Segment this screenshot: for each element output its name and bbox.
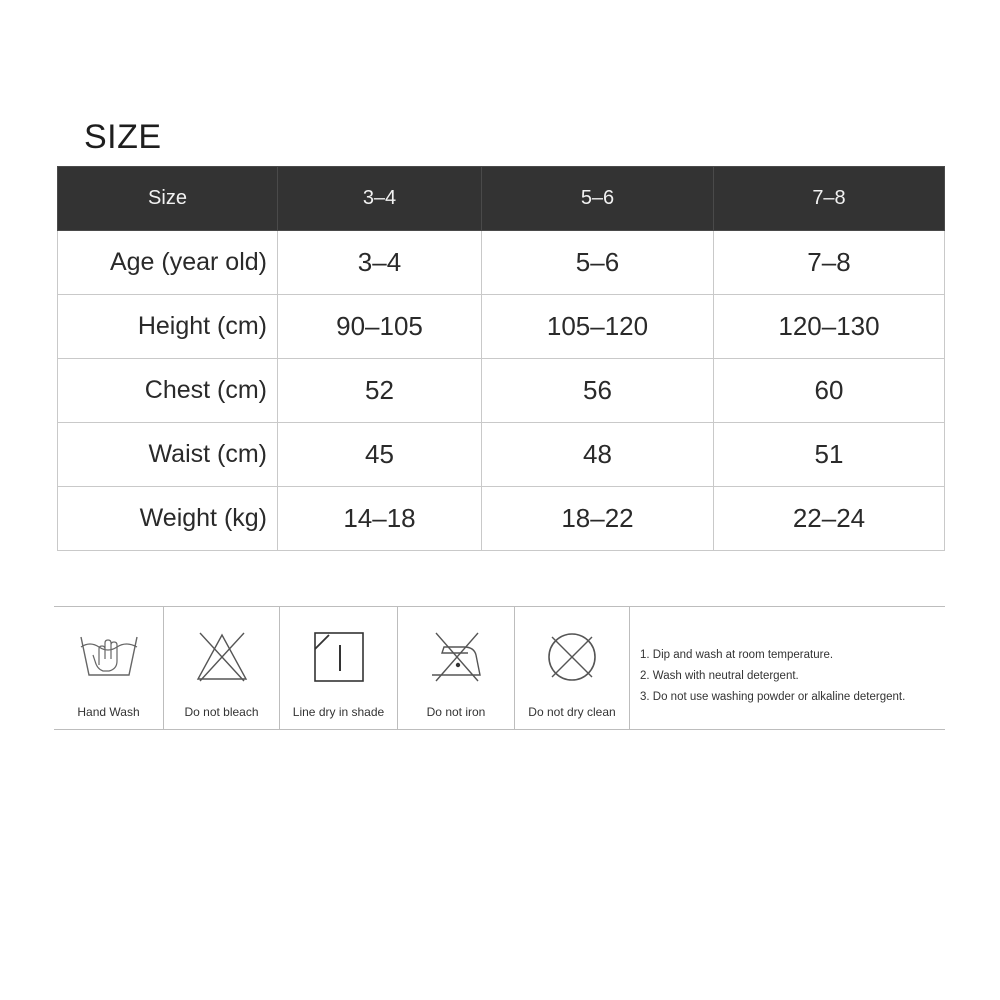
- care-item-line-dry-shade: [280, 607, 398, 729]
- care-label: Line dry in shade: [292, 705, 385, 719]
- table-row: [58, 231, 945, 295]
- care-item-no-iron: [398, 607, 515, 729]
- care-label: Do not dry clean: [528, 705, 616, 719]
- row-label: Waist (cm): [58, 423, 278, 487]
- table-cell: 60: [714, 359, 945, 423]
- care-item-no-dry-clean: [515, 607, 630, 729]
- table-cell: 14–18: [278, 487, 482, 551]
- care-notes: [630, 607, 945, 729]
- column-header: 5–6: [482, 167, 714, 231]
- table-cell: 7–8: [714, 231, 945, 295]
- no-iron-icon: [424, 629, 488, 685]
- table-cell: 105–120: [482, 295, 714, 359]
- table-cell: 18–22: [482, 487, 714, 551]
- care-label: Do not iron: [426, 705, 486, 719]
- hand-wash-icon: [77, 629, 141, 685]
- page-title: SIZE: [84, 118, 162, 156]
- care-note: 2. Wash with neutral detergent.: [640, 670, 799, 682]
- row-label: Weight (kg): [58, 487, 278, 551]
- row-label: Height (cm): [58, 295, 278, 359]
- care-note: 3. Do not use washing powder or alkaline detergent.: [640, 691, 906, 703]
- column-header: 7–8: [714, 167, 945, 231]
- no-bleach-icon: [192, 629, 252, 685]
- table-cell: 120–130: [714, 295, 945, 359]
- line-dry-shade-icon: [311, 629, 367, 685]
- table-cell: 51: [714, 423, 945, 487]
- table-cell: 22–24: [714, 487, 945, 551]
- table-header-row: [58, 167, 945, 231]
- care-label: Do not bleach: [184, 705, 259, 719]
- care-instructions: [54, 606, 945, 730]
- care-item-hand-wash: [54, 607, 164, 729]
- care-label: Hand Wash: [77, 705, 140, 719]
- row-label: Age (year old): [58, 231, 278, 295]
- table-cell: 48: [482, 423, 714, 487]
- column-header: 3–4: [278, 167, 482, 231]
- table-cell: 3–4: [278, 231, 482, 295]
- table-row: [58, 423, 945, 487]
- table-row: [58, 359, 945, 423]
- care-note: 1. Dip and wash at room temperature.: [640, 649, 834, 661]
- row-label: Chest (cm): [58, 359, 278, 423]
- table-cell: 90–105: [278, 295, 482, 359]
- table-cell: 45: [278, 423, 482, 487]
- table-cell: 52: [278, 359, 482, 423]
- table-row: [58, 487, 945, 551]
- table-cell: 5–6: [482, 231, 714, 295]
- column-header: Size: [58, 167, 278, 231]
- table-cell: 56: [482, 359, 714, 423]
- size-chart-table: [57, 166, 945, 551]
- table-row: [58, 295, 945, 359]
- no-dry-clean-icon: [542, 629, 602, 685]
- care-item-no-bleach: [164, 607, 280, 729]
